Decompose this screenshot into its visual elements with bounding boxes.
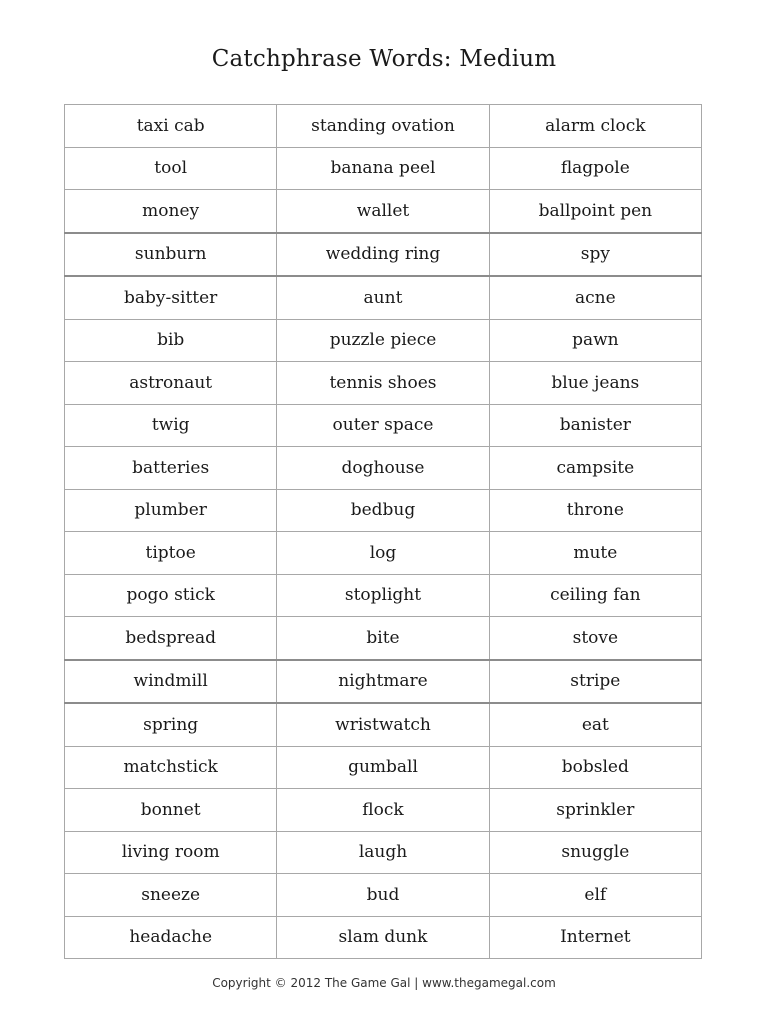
word-cell: banister: [489, 404, 701, 447]
table-row: [65, 574, 702, 617]
word-cell: elf: [489, 874, 701, 917]
word-cell: aunt: [277, 276, 489, 319]
word-cell: spy: [489, 233, 701, 277]
word-cell: gumball: [277, 746, 489, 789]
word-cell: ballpoint pen: [489, 190, 701, 233]
word-cell: sprinkler: [489, 789, 701, 832]
word-cell: spring: [65, 703, 277, 746]
table-row: [65, 916, 702, 959]
word-cell: tennis shoes: [277, 362, 489, 405]
table-row: [65, 789, 702, 832]
word-cell: Internet: [489, 916, 701, 959]
word-cell: bedspread: [65, 617, 277, 660]
table-row: [65, 147, 702, 190]
word-cell: headache: [65, 916, 277, 959]
word-cell: wristwatch: [277, 703, 489, 746]
word-cell: throne: [489, 489, 701, 532]
word-cell: bobsled: [489, 746, 701, 789]
word-cell: tiptoe: [65, 532, 277, 575]
word-cell: flagpole: [489, 147, 701, 190]
word-cell: pawn: [489, 319, 701, 362]
word-cell: stoplight: [277, 574, 489, 617]
word-cell: bud: [277, 874, 489, 917]
page-title: Catchphrase Words: Medium: [211, 46, 557, 72]
word-cell: matchstick: [65, 746, 277, 789]
table-row: [65, 190, 702, 233]
table-row: [65, 532, 702, 575]
word-cell: laugh: [277, 831, 489, 874]
table-row: [65, 362, 702, 405]
word-cell: baby-sitter: [65, 276, 277, 319]
word-cell: blue jeans: [489, 362, 701, 405]
word-cell: pogo stick: [65, 574, 277, 617]
table-row: [65, 276, 702, 319]
word-cell: sunburn: [65, 233, 277, 277]
word-cell: sneeze: [65, 874, 277, 917]
table-row: [65, 489, 702, 532]
table-row: [65, 660, 702, 704]
word-cell: doghouse: [277, 447, 489, 490]
table-row: [65, 233, 702, 277]
word-cell: eat: [489, 703, 701, 746]
word-cell: wedding ring: [277, 233, 489, 277]
word-cell: batteries: [65, 447, 277, 490]
word-cell: snuggle: [489, 831, 701, 874]
word-cell: bedbug: [277, 489, 489, 532]
word-cell: living room: [65, 831, 277, 874]
table-row: [65, 319, 702, 362]
table-row: [65, 831, 702, 874]
word-cell: astronaut: [65, 362, 277, 405]
word-cell: banana peel: [277, 147, 489, 190]
word-cell: tool: [65, 147, 277, 190]
table-row: [65, 404, 702, 447]
word-cell: money: [65, 190, 277, 233]
word-cell: plumber: [65, 489, 277, 532]
word-cell: taxi cab: [65, 105, 277, 148]
table-row: [65, 874, 702, 917]
word-cell: bib: [65, 319, 277, 362]
word-cell: windmill: [65, 660, 277, 704]
table-row: [65, 703, 702, 746]
word-cell: bonnet: [65, 789, 277, 832]
table-row: [65, 447, 702, 490]
copyright-footer: Copyright © 2012 The Game Gal | www.thegamegal.com: [212, 976, 556, 990]
word-cell: slam dunk: [277, 916, 489, 959]
word-cell: puzzle piece: [277, 319, 489, 362]
word-cell: bite: [277, 617, 489, 660]
word-cell: ceiling fan: [489, 574, 701, 617]
table-row: [65, 105, 702, 148]
word-cell: stove: [489, 617, 701, 660]
word-cell: nightmare: [277, 660, 489, 704]
word-cell: twig: [65, 404, 277, 447]
word-table: [64, 104, 702, 959]
table-row: [65, 746, 702, 789]
word-cell: acne: [489, 276, 701, 319]
word-cell: outer space: [277, 404, 489, 447]
word-cell: alarm clock: [489, 105, 701, 148]
word-cell: standing ovation: [277, 105, 489, 148]
table-row: [65, 617, 702, 660]
word-cell: log: [277, 532, 489, 575]
word-cell: mute: [489, 532, 701, 575]
word-cell: wallet: [277, 190, 489, 233]
word-cell: stripe: [489, 660, 701, 704]
word-cell: campsite: [489, 447, 701, 490]
word-cell: flock: [277, 789, 489, 832]
